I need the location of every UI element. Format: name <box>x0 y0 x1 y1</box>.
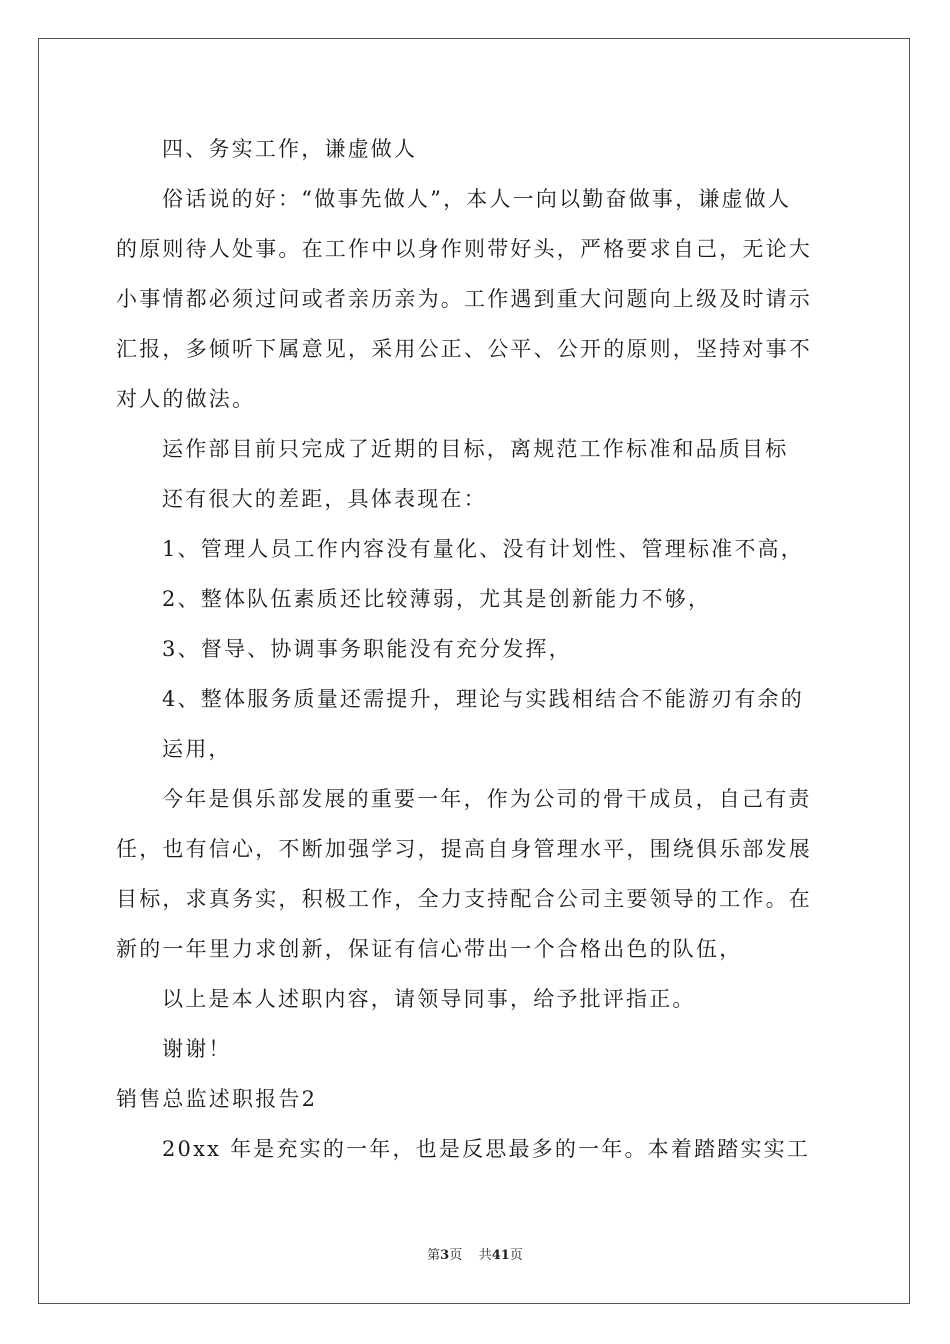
paragraph-line: 运作部目前只完成了近期的目标，离规范工作标准和品质目标 <box>162 437 789 461</box>
list-item: 1、管理人员工作内容没有量化、没有计划性、管理标准不高， <box>162 537 804 561</box>
list-item: 4、整体服务质量还需提升，理论与实践相结合不能游刃有余的 <box>162 687 804 711</box>
paragraph-line: 小事情都必须过问或者亲历亲为。工作遇到重大问题向上级及时请示 <box>116 287 812 311</box>
paragraph-line: 目标，求真务实，积极工作，全力支持配合公司主要领导的工作。在 <box>116 887 812 911</box>
page-label-suffix: 页 <box>449 1248 463 1263</box>
page-border <box>38 38 910 1304</box>
total-label-suffix: 页 <box>509 1248 523 1263</box>
total-label-prefix: 共 <box>478 1248 492 1263</box>
paragraph-line: 20xx 年是充实的一年，也是反思最多的一年。本着踏踏实实工 <box>162 1137 811 1161</box>
page-number: 3 <box>440 1248 450 1263</box>
page-footer <box>0 1247 950 1265</box>
list-item-continuation: 运用， <box>162 737 232 761</box>
paragraph-line: 汇报，多倾听下属意见，采用公正、公平、公开的原则，坚持对事不 <box>116 337 812 361</box>
paragraph-line: 以上是本人述职内容，请领导同事，给予批评指正。 <box>162 987 696 1011</box>
paragraph-line: 还有很大的差距，具体表现在： <box>162 487 487 511</box>
paragraph-line: 任，也有信心，不断加强学习，提高自身管理水平，围绕俱乐部发展 <box>116 837 812 861</box>
paragraph-line: 俗话说的好：“做事先做人”，本人一向以勤奋做事，谦虚做人 <box>162 187 792 211</box>
list-item: 2、整体队伍素质还比较薄弱，尤其是创新能力不够， <box>162 587 712 611</box>
page-label-prefix: 第 <box>427 1248 441 1263</box>
paragraph-line: 对人的做法。 <box>116 387 256 411</box>
paragraph-line: 的原则待人处事。在工作中以身作则带好头，严格要求自己，无论大 <box>116 237 812 261</box>
report-title: 销售总监述职报告2 <box>116 1087 318 1111</box>
paragraph-line: 今年是俱乐部发展的重要一年，作为公司的骨干成员，自己有责 <box>162 787 812 811</box>
closing-line: 谢谢！ <box>162 1037 232 1061</box>
total-pages: 41 <box>491 1248 510 1263</box>
list-item: 3、督导、协调事务职能没有充分发挥， <box>162 637 572 661</box>
paragraph-line: 新的一年里力求创新，保证有信心带出一个合格出色的队伍， <box>116 937 743 961</box>
section-heading: 四、务实工作，谦虚做人 <box>162 137 418 161</box>
